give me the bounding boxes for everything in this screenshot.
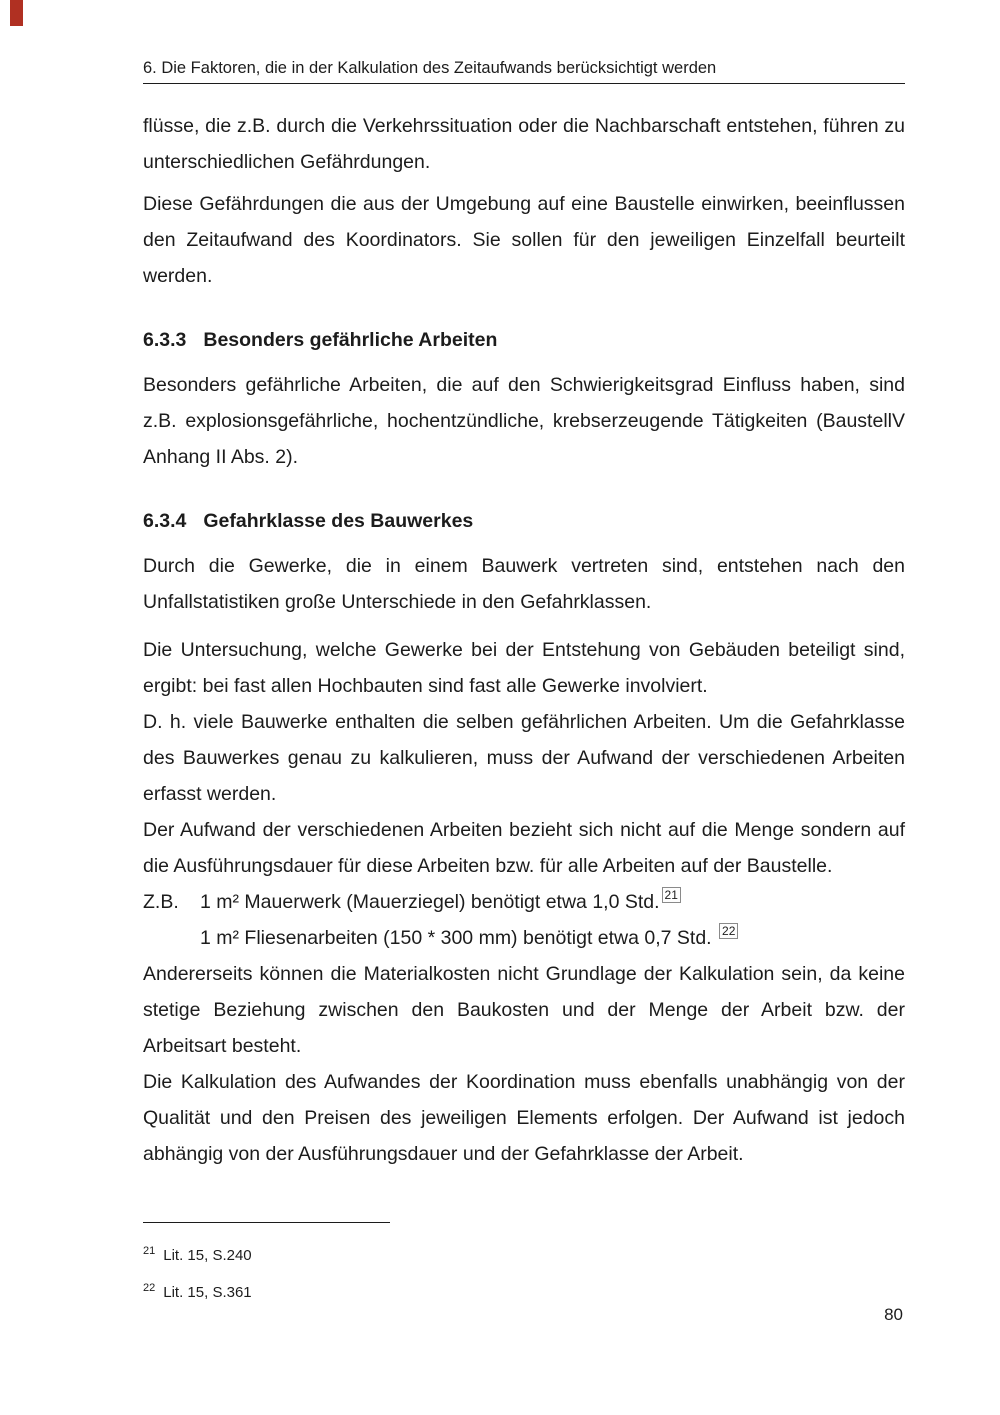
paragraph-6: D. h. viele Bauwerke enthalten die selben gefährlichen Arbeiten. Um die Gefahrklasse des Bauwerkes genau zu kalkulieren, muss der Aufwand der verschiedenen Arbeiten erfasst werden. bbox=[143, 711, 905, 805]
footnote-marker: 21 bbox=[143, 1245, 156, 1257]
footnote-area bbox=[143, 1222, 905, 1309]
section-heading-6-3-4 bbox=[143, 475, 905, 548]
footnote-reference-22: 22 bbox=[719, 923, 738, 939]
section-number: 6.3.4 bbox=[143, 510, 187, 532]
example-text-1: 1 m² Mauerwerk (Mauerziegel) benötigt etwa 1,0 Std. bbox=[200, 891, 660, 913]
running-header bbox=[143, 58, 905, 84]
example-line-2 bbox=[143, 920, 905, 956]
example-text-2: 1 m² Fliesenarbeiten (150 * 300 mm) benötigt etwa 0,7 Std. bbox=[200, 927, 718, 949]
page-number: 80 bbox=[884, 1305, 903, 1324]
footnote-reference-21: 21 bbox=[662, 887, 681, 903]
page-body bbox=[143, 108, 905, 1172]
paragraph-3: Besonders gefährliche Arbeiten, die auf den Schwierigkeitsgrad Einfluss haben, sind z.B. explosionsgefährliche, hochentzündliche, krebserzeugende Tätigkeiten (BaustellV Anhang II Abs. 2). bbox=[143, 374, 905, 468]
paragraph-2: Diese Gefährdungen die aus der Umgebung auf eine Baustelle einwirken, beeinflussen den Zeitaufwand des Koordinators. Sie sollen für den jeweiligen Einzelfall beurteilt werden. bbox=[143, 193, 905, 287]
section-title: Besonders gefährliche Arbeiten bbox=[203, 329, 498, 351]
paragraph-9: Die Kalkulation des Aufwandes der Koordination muss ebenfalls unabhängig von der Qualität und den Preisen des jeweiligen Elements erfolgen. Der Aufwand ist jedoch abhängig von der Ausführungsdauer und der Gefahrklasse der Arbeit. bbox=[143, 1071, 905, 1165]
example-label: Z.B. bbox=[143, 891, 179, 913]
footnote-text: Lit. 15, S.240 bbox=[163, 1247, 252, 1264]
footnote-marker: 22 bbox=[143, 1282, 156, 1294]
paragraph-5: Die Untersuchung, welche Gewerke bei der Entstehung von Gebäuden beteiligt sind, ergibt: bei fast allen Hochbauten sind fast alle Gewerke involviert. bbox=[143, 639, 905, 697]
footnote-21 bbox=[143, 1235, 905, 1272]
paragraph-1: flüsse, die z.B. durch die Verkehrssituation oder die Nachbarschaft entstehen, führen zu unterschiedlichen Gefährdungen. bbox=[143, 115, 905, 173]
footnote-22 bbox=[143, 1272, 905, 1309]
section-heading-6-3-3 bbox=[143, 294, 905, 367]
section-title: Gefahrklasse des Bauwerkes bbox=[203, 510, 474, 532]
running-header-text: 6. Die Faktoren, die in der Kalkulation des Zeitaufwands berücksichtigt werden bbox=[143, 59, 717, 77]
paragraph-7: Der Aufwand der verschiedenen Arbeiten bezieht sich nicht auf die Menge sondern auf die Ausführungsdauer für diese Arbeiten bzw. für alle Arbeiten auf der Baustelle. bbox=[143, 819, 905, 877]
section-number: 6.3.3 bbox=[143, 329, 187, 351]
scan-artifact-red-mark bbox=[10, 0, 23, 26]
footnote-text: Lit. 15, S.361 bbox=[163, 1284, 252, 1301]
example-line-1 bbox=[143, 884, 905, 920]
paragraph-4: Durch die Gewerke, die in einem Bauwerk vertreten sind, entstehen nach den Unfallstatistiken große Unterschiede in den Gefahrklassen. bbox=[143, 555, 905, 613]
paragraph-8: Andererseits können die Materialkosten nicht Grundlage der Kalkulation sein, da keine stetige Beziehung zwischen den Baukosten und der Menge der Arbeit bzw. der Arbeitsart besteht. bbox=[143, 963, 905, 1057]
footnote-separator bbox=[143, 1222, 390, 1223]
